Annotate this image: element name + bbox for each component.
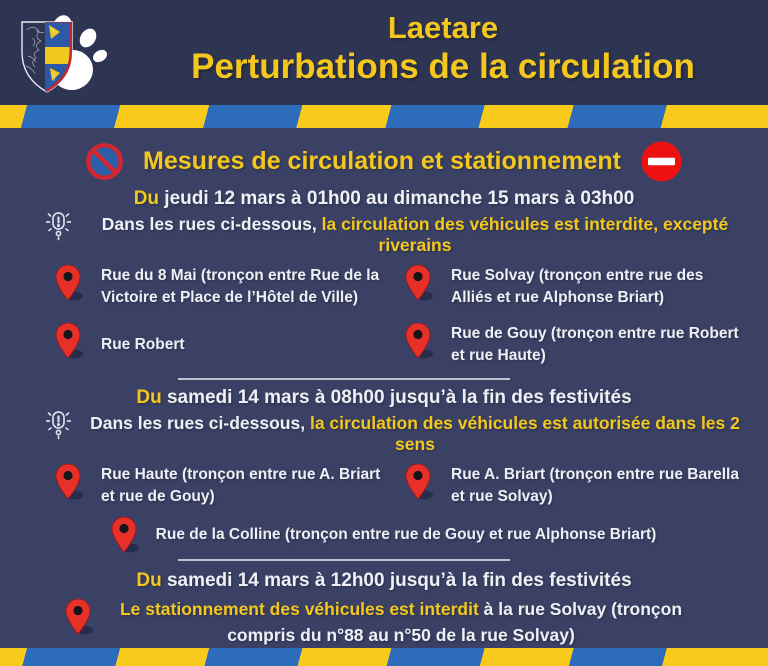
period-2-text: samedi 14 mars à 08h00 jusqu’à la fin des festivités [161, 386, 632, 408]
street-name: Rue Haute (tronçon entre rue A. Briart et rue de Gouy) [101, 465, 381, 506]
parking-ban-accent: Le stationnement des véhicules est interdit [119, 598, 479, 619]
period-3-prefix: Du [136, 569, 162, 591]
striped-ribbon-bottom [0, 648, 768, 666]
no-entry-icon [641, 141, 682, 182]
alert-bulb-icon [46, 211, 71, 241]
rule-1 [0, 214, 768, 256]
alert-bulb-icon [46, 410, 71, 440]
street-item [56, 265, 392, 310]
street-item [56, 323, 392, 368]
street-item [406, 265, 742, 310]
street-list-1 [0, 265, 768, 368]
map-pin-icon [406, 464, 434, 500]
map-pin-icon [66, 599, 94, 635]
rule-1-accent: la circulation des véhicules est interdite, excepté riverains [321, 214, 729, 255]
rule-2 [0, 413, 768, 455]
street-item-centered [0, 517, 768, 553]
street-item [406, 323, 742, 368]
map-pin-icon [406, 323, 434, 359]
street-name: Rue de la Colline (tronçon entre rue de Gouy et rue Alphonse Briart) [155, 525, 657, 543]
street-name: Rue du 8 Mai (tronçon entre Rue de la Victoire et Place de l’Hôtel de Ville) [101, 267, 380, 307]
period-1-prefix: Du [133, 188, 160, 209]
section-divider [178, 559, 510, 561]
period-1 [0, 188, 768, 210]
parking-ban-plain: à la rue Solvay (tronçon compris du n°88 au n°50 de la rue Solvay) [227, 598, 683, 646]
map-pin-icon [56, 323, 84, 359]
street-item [406, 464, 742, 509]
poster-body [0, 128, 768, 648]
period-1-text: jeudi 12 mars à 01h00 au dimanche 15 mars à 03h00 [159, 188, 635, 209]
rule-2-plain: Dans les rues ci-dessous, [90, 412, 310, 433]
period-2 [0, 387, 768, 409]
map-pin-icon [56, 464, 84, 500]
coat-of-arms-paw-logo [14, 8, 110, 102]
poster-header [0, 0, 768, 105]
street-name: Rue A. Briart (tronçon entre rue Barella et rue Solvay) [451, 465, 739, 506]
title-block [0, 0, 768, 88]
rule-2-accent: la circulation des véhicules est autorisée dans les 2 sens [309, 412, 740, 454]
poster-subtitle: Perturbations de la circulation [191, 47, 695, 86]
street-name: Rue Solvay (tronçon entre rue des Alliés et rue Alphonse Briart) [451, 267, 704, 307]
section-divider [178, 378, 510, 380]
period-3 [0, 570, 768, 592]
city-logo [14, 8, 110, 107]
map-pin-icon [406, 265, 434, 301]
map-pin-icon [56, 265, 84, 301]
striped-ribbon-top [0, 105, 768, 128]
period-3-text: samedi 14 mars à 12h00 jusqu’à la fin des festivités [161, 569, 632, 591]
event-title: Laetare [387, 10, 499, 45]
no-parking-icon [86, 143, 123, 180]
street-item [56, 464, 392, 509]
measures-heading: Mesures de circulation et stationnement [143, 147, 621, 175]
street-name: Rue Robert [101, 336, 185, 354]
street-list-2 [0, 464, 768, 509]
street-name: Rue de Gouy (tronçon entre rue Robert et rue Haute) [451, 324, 739, 365]
rule-1-plain: Dans les rues ci-dessous, [101, 214, 322, 234]
measures-heading-row [0, 141, 768, 182]
period-2-prefix: Du [136, 386, 162, 408]
map-pin-icon [112, 517, 140, 553]
parking-ban-note [0, 596, 768, 649]
